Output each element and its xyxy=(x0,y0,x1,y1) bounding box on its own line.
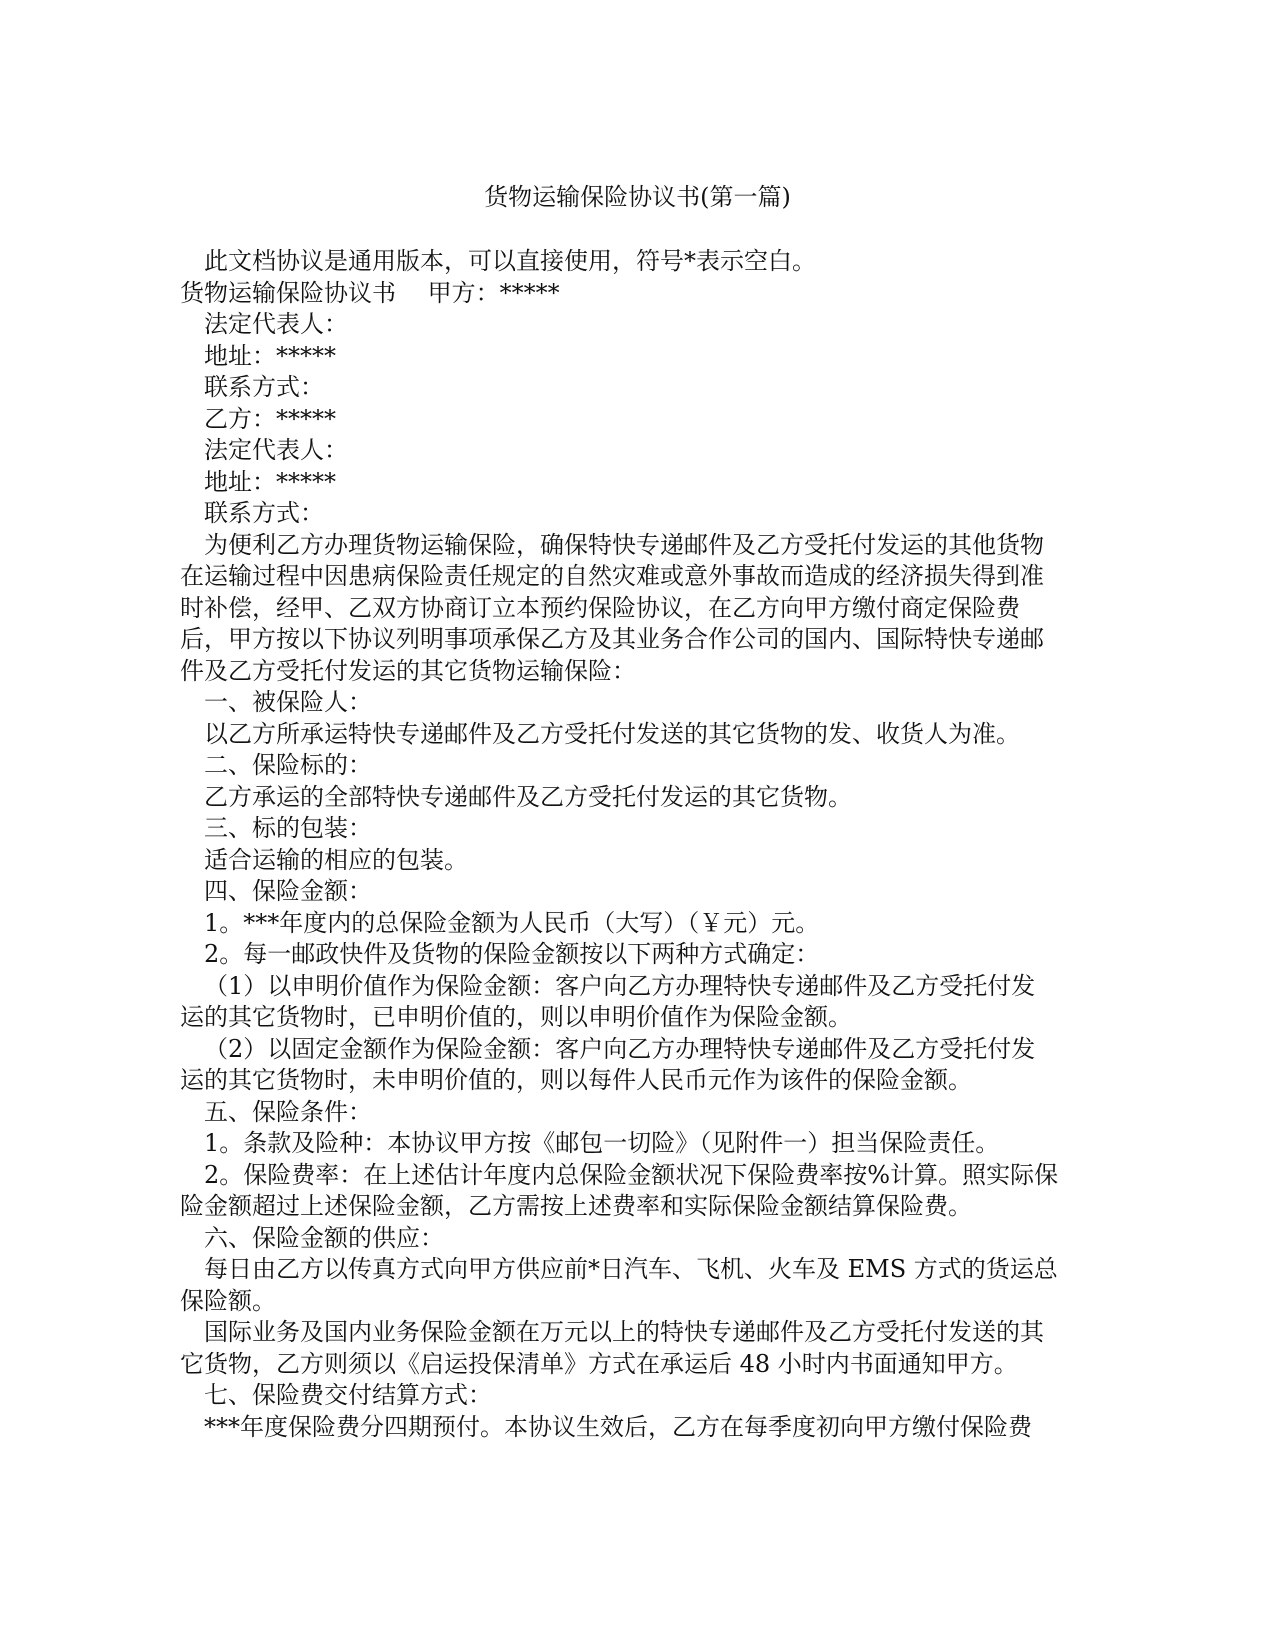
body-line: 险金额超过上述保险金额，乙方需按上述费率和实际保险金额结算保险费。 xyxy=(180,1192,972,1220)
body-line: 国际业务及国内业务保险金额在万元以上的特快专递邮件及乙方受托付发送的其 xyxy=(204,1318,1044,1346)
body-line: 运的其它货物时，未申明价值的，则以每件人民币元作为该件的保险金额。 xyxy=(180,1066,972,1094)
body-line: 件及乙方受托付发运的其它货物运输保险： xyxy=(180,656,636,685)
body-line: 它货物，乙方则须以《启运投保清单》方式在承运后 48 小时内书面通知甲方。 xyxy=(180,1349,1018,1378)
body-line: 以乙方所承运特快专递邮件及乙方受托付发送的其它货物的发、收货人为准。 xyxy=(204,719,1020,748)
body-line: ***年度保险费分四期预付。本协议生效后，乙方在每季度初向甲方缴付保险费 xyxy=(204,1412,1032,1441)
body-line: 七、保险费交付结算方式： xyxy=(204,1381,492,1409)
body-line: 此文档协议是通用版本，可以直接使用，符号*表示空白。 xyxy=(204,247,816,275)
body-line: 地址：***** xyxy=(204,467,336,496)
body-line: 为便利乙方办理货物运输保险，确保特快专递邮件及乙方受托付发运的其他货物 xyxy=(204,530,1044,559)
body-line: （2）以固定金额作为保险金额：客户向乙方办理特快专递邮件及乙方受托付发 xyxy=(204,1034,1036,1063)
body-line: 乙方：***** xyxy=(204,404,336,433)
document-title: 货物运输保险协议书(第一篇) xyxy=(484,183,791,211)
body-line: 四、保险金额： xyxy=(204,877,372,905)
body-line: 2。保险费率：在上述估计年度内总保险金额状况下保险费率按%计算。照实际保 xyxy=(204,1160,1059,1189)
body-line: 乙方承运的全部特快专递邮件及乙方受托付发运的其它货物。 xyxy=(204,782,852,811)
body-line: 每日由乙方以传真方式向甲方供应前*日汽车、飞机、火车及 EMS 方式的货运总 xyxy=(204,1255,1058,1283)
body-line: 时补偿，经甲、乙双方协商订立本预约保险协议，在乙方向甲方缴付商定保险费 xyxy=(180,593,1020,622)
body-line: 保险额。 xyxy=(180,1286,276,1315)
body-line: （1）以申明价值作为保险金额：客户向乙方办理特快专递邮件及乙方受托付发 xyxy=(204,971,1036,1000)
body-line: 法定代表人： xyxy=(204,436,348,464)
body-line: 五、保险条件： xyxy=(204,1097,372,1126)
body-line: 运的其它货物时，已申明价值的，则以申明价值作为保险金额。 xyxy=(180,1003,852,1031)
body-line: 货物运输保险协议书 甲方：***** xyxy=(180,278,560,307)
body-line: 联系方式： xyxy=(204,373,324,401)
body-line: 三、标的包装： xyxy=(204,814,372,842)
body-line: 一、被保险人： xyxy=(204,688,372,716)
body-line: 适合运输的相应的包装。 xyxy=(204,845,468,874)
document-body xyxy=(180,246,1070,1443)
body-line: 在运输过程中因患病保险责任规定的自然灾难或意外事故而造成的经济损失得到准 xyxy=(180,562,1044,590)
body-line: 六、保险金额的供应： xyxy=(204,1223,444,1252)
body-line: 2。每一邮政快件及货物的保险金额按以下两种方式确定： xyxy=(204,940,820,968)
body-line: 联系方式： xyxy=(204,499,324,527)
body-line: 二、保险标的： xyxy=(204,751,372,779)
body-line: 法定代表人： xyxy=(204,310,348,338)
body-line: 后，甲方按以下协议列明事项承保乙方及其业务合作公司的国内、国际特快专递邮 xyxy=(180,625,1044,653)
body-line: 1。***年度内的总保险金额为人民币（大写）（￥元）元。 xyxy=(204,908,820,937)
body-line: 1。条款及险种：本协议甲方按《邮包一切险》（见附件一）担当保险责任。 xyxy=(204,1129,1000,1157)
body-line: 地址：***** xyxy=(204,341,336,370)
